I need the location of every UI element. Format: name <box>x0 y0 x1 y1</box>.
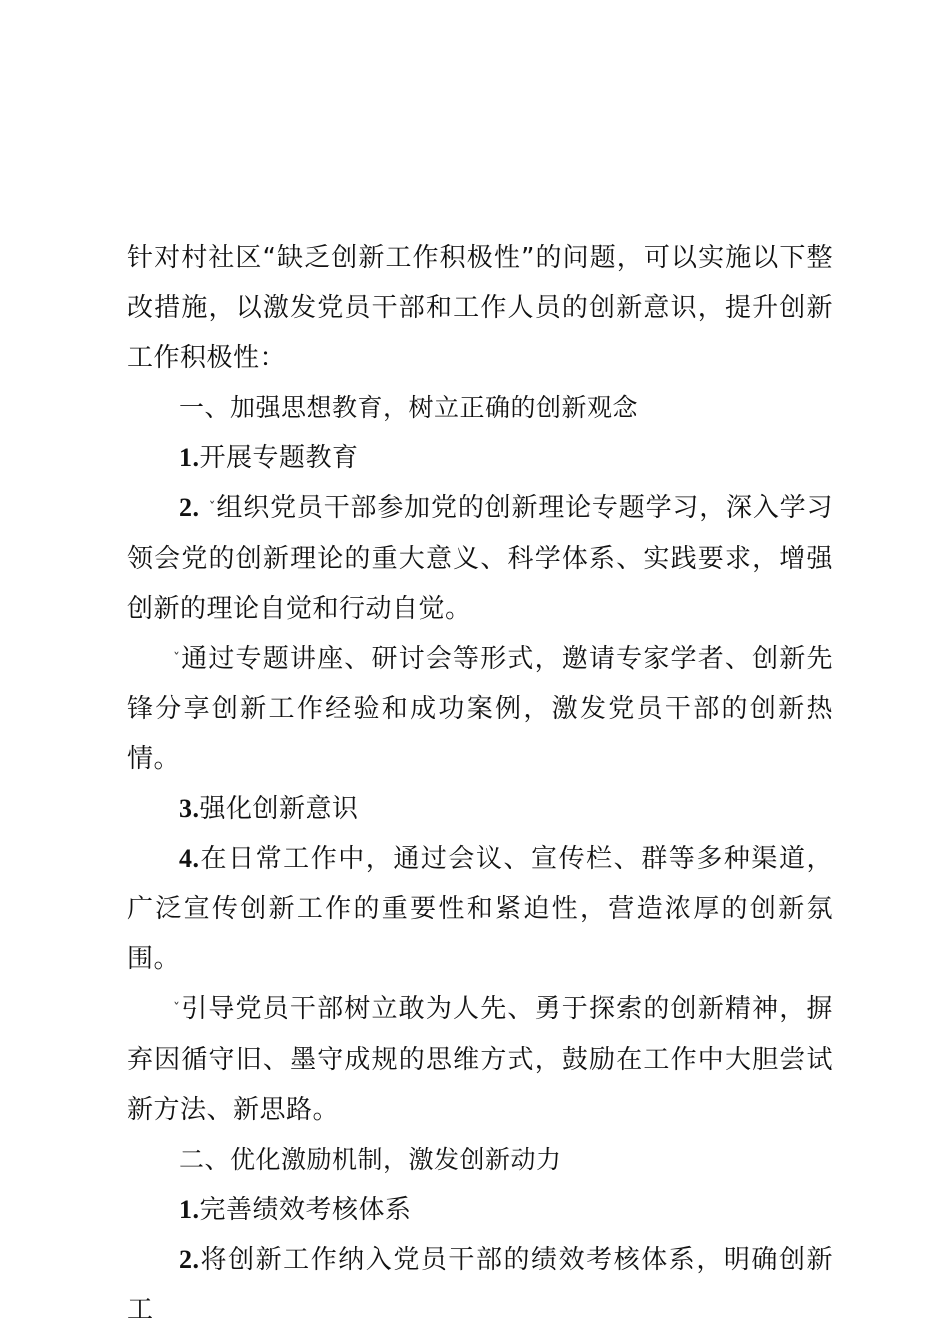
section-1-item-3 <box>127 784 833 834</box>
section-1-item-4 <box>127 834 833 984</box>
bullet-text: 引导党员干部树立敢为人先、勇于探索的创新精神，摒弃因循守旧、墨守成规的思维方式，鼓励在工作中大胆尝试新方法、新思路。 <box>127 994 833 1125</box>
item-text: 在日常工作中，通过会议、宣传栏、群等多种渠道，广泛宣传创新工作的重要性和紧迫性，营造浓厚的创新氛围。 <box>127 844 833 974</box>
item-text: 开展专题教育 <box>199 443 359 473</box>
item-number: 3. <box>179 794 200 823</box>
bullet-mark: ˇ <box>208 500 217 517</box>
item-text: 将创新工作纳入党员干部的绩效考核体系，明确创新工 <box>127 1244 833 1325</box>
item-number: 1. <box>179 1194 200 1224</box>
section-1-item-1 <box>127 433 833 483</box>
section-2-item-2 <box>127 1235 833 1335</box>
item-text: 完善绩效考核体系 <box>199 1194 412 1225</box>
section-1-bullet-1 <box>127 634 833 785</box>
section-2-item-1 <box>127 1185 833 1235</box>
item-number: 4. <box>179 844 200 873</box>
document-body <box>127 233 833 1335</box>
section-2-heading: 二、优化激励机制，激发创新动力 <box>179 1144 562 1174</box>
section-1-heading: 一、加强思想教育，树立正确的创新观念 <box>179 393 639 422</box>
section-1-item-2 <box>127 483 833 634</box>
intro-paragraph: 针对村社区“缺乏创新工作积极性”的问题，可以实施以下整改措施，以激发党员干部和工作人员的创新意识，提升创新工作积极性： <box>127 243 833 373</box>
bullet-text: 通过专题讲座、研讨会等形式，邀请专家学者、创新先锋分享创新工作经验和成功案例，激发党员干部的创新热情。 <box>127 643 833 774</box>
item-number: 1. <box>179 443 200 472</box>
item-text: 强化创新意识 <box>199 794 359 824</box>
item-number: 2. <box>179 493 200 522</box>
item-text: 组织党员干部参加党的创新理论专题学习，深入学习领会党的创新理论的重大意义、科学体系、实践要求，增强创新的理论自觉和行动自觉。 <box>127 493 833 624</box>
bullet-mark: ˇ <box>173 1001 182 1018</box>
section-1-bullet-2 <box>127 984 833 1135</box>
item-number: 2. <box>179 1244 200 1274</box>
bullet-mark: ˇ <box>173 651 182 667</box>
